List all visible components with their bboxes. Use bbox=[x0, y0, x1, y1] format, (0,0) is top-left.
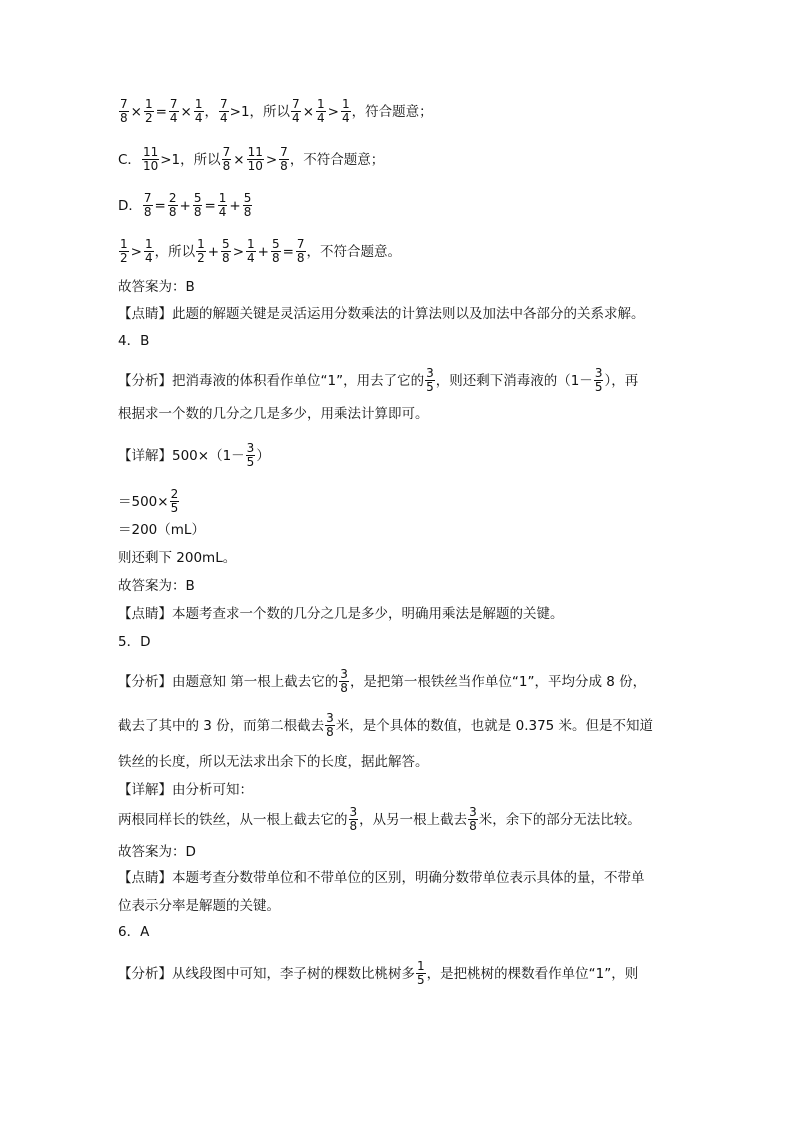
answer-line: 故答案为：B bbox=[118, 578, 195, 594]
comment-line: 位表示分率是解题的关键。 bbox=[118, 898, 280, 914]
fraction: $\frac{5}{8}$ bbox=[222, 237, 230, 265]
fraction: $\frac{1}{2}$ bbox=[197, 237, 205, 265]
fraction: $\frac{1}{4}$ bbox=[341, 97, 350, 125]
fraction: $\frac{1}{4}$ bbox=[194, 97, 203, 125]
fraction: $\frac{7}{8}$ bbox=[280, 145, 288, 173]
question-number: 6．A bbox=[118, 924, 150, 940]
fraction: $\frac{1}{4}$ bbox=[247, 237, 255, 265]
fraction: $\frac{7}{4}$ bbox=[292, 97, 300, 125]
fraction: $\frac{1}{2}$ bbox=[120, 237, 128, 265]
fraction: $\frac{5}{8}$ bbox=[271, 237, 280, 265]
detail-line: 【详解】500×（1－ $\frac{3}{5}$ ） bbox=[118, 441, 270, 469]
line-2: C． $\frac{11}{10}$ >1，所以 $\frac{7}{8}$ × $\frac{11}{10}$ > $\frac{7}{8}$ ，不符合题意； bbox=[118, 145, 385, 173]
question-number: 4．B bbox=[118, 333, 150, 349]
fraction: $\frac{7}{8}$ bbox=[296, 237, 305, 265]
fraction: $\frac{7}{4}$ bbox=[220, 97, 228, 125]
analysis-line: 根据求一个数的几分之几是多少，用乘法计算即可。 bbox=[118, 406, 429, 422]
detail-line: ＝200（mL） bbox=[118, 522, 205, 538]
fraction: $\frac{11}{10}$ bbox=[142, 145, 159, 173]
fraction: $\frac{3}{5}$ bbox=[594, 366, 603, 394]
comment-line: 【点睛】此题的解题关键是灵活运用分数乘法的计算法则以及加法中各部分的关系求解。 bbox=[118, 306, 645, 322]
fraction: $\frac{1}{4}$ bbox=[144, 237, 153, 265]
fraction: $\frac{5}{8}$ bbox=[243, 191, 252, 219]
line-1: $\frac{7}{8}$ × $\frac{1}{2}$ = $\frac{7}{4}$ × $\frac{1}{4}$ ， $\frac{7}{4}$ >1，所以 $\frac{7}{4}$ × $\frac{1}{4}$ > $\frac{1}{4}$ ，符合题意； bbox=[120, 97, 433, 125]
answer-line: 故答案为：B bbox=[118, 279, 195, 295]
question-number: 5．D bbox=[118, 634, 151, 650]
line-4: $\frac{1}{2}$ > $\frac{1}{4}$ ，所以 $\frac{1}{2}$ + $\frac{5}{8}$ > $\frac{1}{4}$ + $\frac{5}{8}$ = $\frac{7}{8}$ ，不符合题意。 bbox=[120, 237, 402, 265]
fraction: $\frac{7}{4}$ bbox=[169, 97, 178, 125]
fraction: $\frac{1}{2}$ bbox=[144, 97, 153, 125]
analysis-line: 截去了其中的 3 份，而第二根截去 $\frac{3}{8}$ 米，是个具体的数值，也就是 0.375 米。但是不知道 bbox=[118, 711, 654, 739]
fraction: $\frac{3}{5}$ bbox=[426, 366, 434, 394]
fraction: $\frac{1}{4}$ bbox=[218, 191, 227, 219]
fraction: $\frac{1}{5}$ bbox=[417, 959, 425, 987]
analysis-line: 铁丝的长度，所以无法求出余下的长度，据此解答。 bbox=[118, 754, 429, 770]
fraction: $\frac{7}{8}$ bbox=[222, 145, 231, 173]
fraction: $\frac{2}{5}$ bbox=[170, 487, 179, 515]
fraction: $\frac{3}{8}$ bbox=[349, 805, 358, 833]
fraction: $\frac{2}{8}$ bbox=[168, 191, 177, 219]
analysis-line: 【分析】从线段图中可知，李子树的棵数比桃树多 $\frac{1}{5}$ ，是把桃树的棵数看作单位“1”，则 bbox=[118, 959, 639, 987]
analysis-line: 【分析】把消毒液的体积看作单位“1”，用去了它的 $\frac{3}{5}$ ，则还剩下消毒液的（1－ $\frac{3}{5}$ ），再 bbox=[118, 366, 639, 394]
fraction: $\frac{1}{4}$ bbox=[317, 97, 325, 125]
line-3: D． $\frac{7}{8}$ = $\frac{2}{8}$ + $\frac{5}{8}$ = $\frac{1}{4}$ + $\frac{5}{8}$ bbox=[118, 191, 252, 219]
comment-line: 【点睛】本题考查分数带单位和不带单位的区别，明确分数带单位表示具体的量，不带单 bbox=[118, 870, 645, 886]
fraction: $\frac{11}{10}$ bbox=[247, 145, 263, 173]
fraction: $\frac{3}{5}$ bbox=[246, 441, 255, 469]
fraction: $\frac{3}{8}$ bbox=[469, 805, 477, 833]
detail-line: ＝500× $\frac{2}{5}$ bbox=[118, 487, 179, 515]
answer-line: 故答案为：D bbox=[118, 844, 196, 860]
comment-line: 【点睛】本题考查求一个数的几分之几是多少，明确用乘法是解题的关键。 bbox=[118, 606, 564, 622]
fraction: $\frac{3}{8}$ bbox=[326, 711, 334, 739]
fraction: $\frac{7}{8}$ bbox=[143, 191, 152, 219]
detail-line: 【详解】由分析可知： bbox=[118, 782, 253, 798]
fraction: $\frac{3}{8}$ bbox=[340, 667, 348, 695]
fraction: $\frac{7}{8}$ bbox=[120, 97, 128, 125]
fraction: $\frac{5}{8}$ bbox=[193, 191, 202, 219]
detail-line: 则还剩下 200mL。 bbox=[118, 550, 237, 566]
analysis-line: 【分析】由题意知 第一根上截去它的 $\frac{3}{8}$ ，是把第一根铁丝当作单位“1”，平均分成 8 份， bbox=[118, 667, 647, 695]
detail-line: 两根同样长的铁丝，从一根上截去它的 $\frac{3}{8}$ ，从另一根上截去 $\frac{3}{8}$ 米，余下的部分无法比较。 bbox=[118, 805, 641, 833]
